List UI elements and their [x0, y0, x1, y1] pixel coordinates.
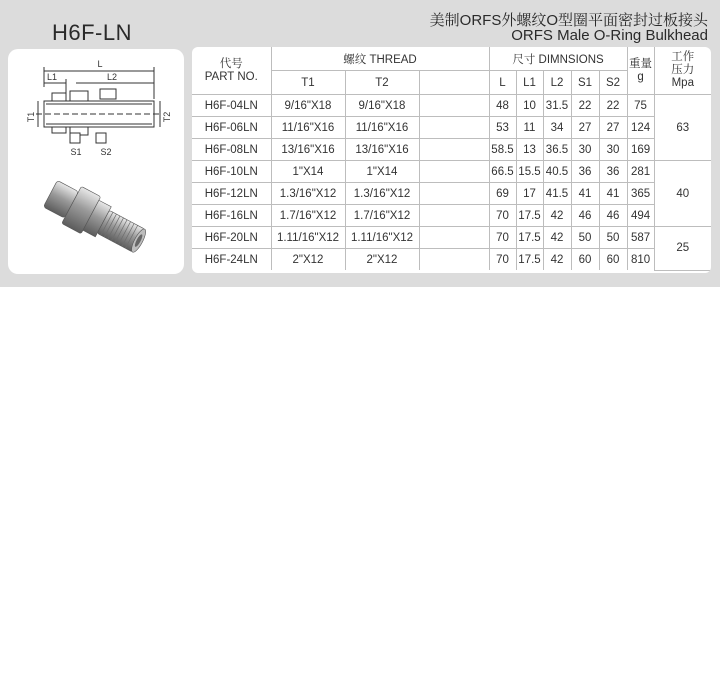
t1-header: T1 — [271, 71, 345, 95]
part-no-header: 代号 PART NO. — [192, 47, 271, 95]
product-image-box — [8, 49, 184, 274]
product-code-title: H6F-LN — [52, 20, 133, 45]
table-row: H6F-24LN 2"X12 2"X12 70 17.5 42 60 60 810 — [192, 249, 711, 271]
spec-table — [192, 47, 711, 271]
l1-header: L1 — [516, 71, 543, 95]
top-nut — [100, 89, 116, 99]
label-l1: L1 — [46, 72, 58, 82]
spec-table-wrapper — [192, 47, 711, 273]
label-s1: S1 — [70, 147, 82, 157]
label-t1: T1 — [26, 111, 36, 123]
table-row: H6F-20LN 1.11/16"X12 1.11/16"X12 70 17.5 42 50 50 587 25 — [192, 227, 711, 249]
weight-header: 重量 g — [627, 47, 654, 95]
pressure-cell: 25 — [654, 227, 711, 271]
fitting-photo — [38, 174, 158, 264]
table-row: H6F-08LN 13/16"X16 13/16"X16 58.5 13 36.5 30 30 169 — [192, 139, 711, 161]
product-panel — [0, 0, 720, 287]
s1-header: S1 — [571, 71, 599, 95]
table-header-row — [192, 47, 711, 71]
pressure-cell: 63 — [654, 95, 711, 161]
s2-header: S2 — [599, 71, 627, 95]
pressure-cell: 40 — [654, 161, 711, 227]
table-row: H6F-04LN 9/16"X18 9/16"X18 48 10 31.5 22 22 75 63 — [192, 95, 711, 117]
dimensions-header: 尺寸 DIMNSIONS — [489, 47, 627, 71]
pressure-header: 工作 压力 Mpa — [654, 47, 711, 95]
table-row: H6F-16LN 1.7/16"X12 1.7/16"X12 70 17.5 42 46 46 494 — [192, 205, 711, 227]
label-s2: S2 — [100, 147, 112, 157]
t2-header: T2 — [345, 71, 419, 95]
l2-header: L2 — [543, 71, 571, 95]
technical-drawing — [8, 49, 184, 164]
product-title-en: ORFS Male O-Ring Bulkhead — [511, 27, 708, 44]
table-row: H6F-10LN 1"X14 1"X14 66.5 15.5 40.5 36 36 281 40 — [192, 161, 711, 183]
label-l2: L2 — [106, 72, 118, 82]
product-title-cn: 美制ORFS外螺纹O型圈平面密封过板接头 — [429, 12, 708, 29]
thread-header: 螺纹 THREAD — [271, 47, 489, 71]
l-header: L — [489, 71, 516, 95]
table-row: H6F-12LN 1.3/16"X12 1.3/16"X12 69 17 41.5 41 41 365 — [192, 183, 711, 205]
label-l: L — [97, 59, 103, 69]
table-row: H6F-06LN 11/16"X16 11/16"X16 53 11 34 27 27 124 — [192, 117, 711, 139]
thread-blank-header — [419, 71, 489, 95]
label-t2: T2 — [162, 111, 172, 123]
